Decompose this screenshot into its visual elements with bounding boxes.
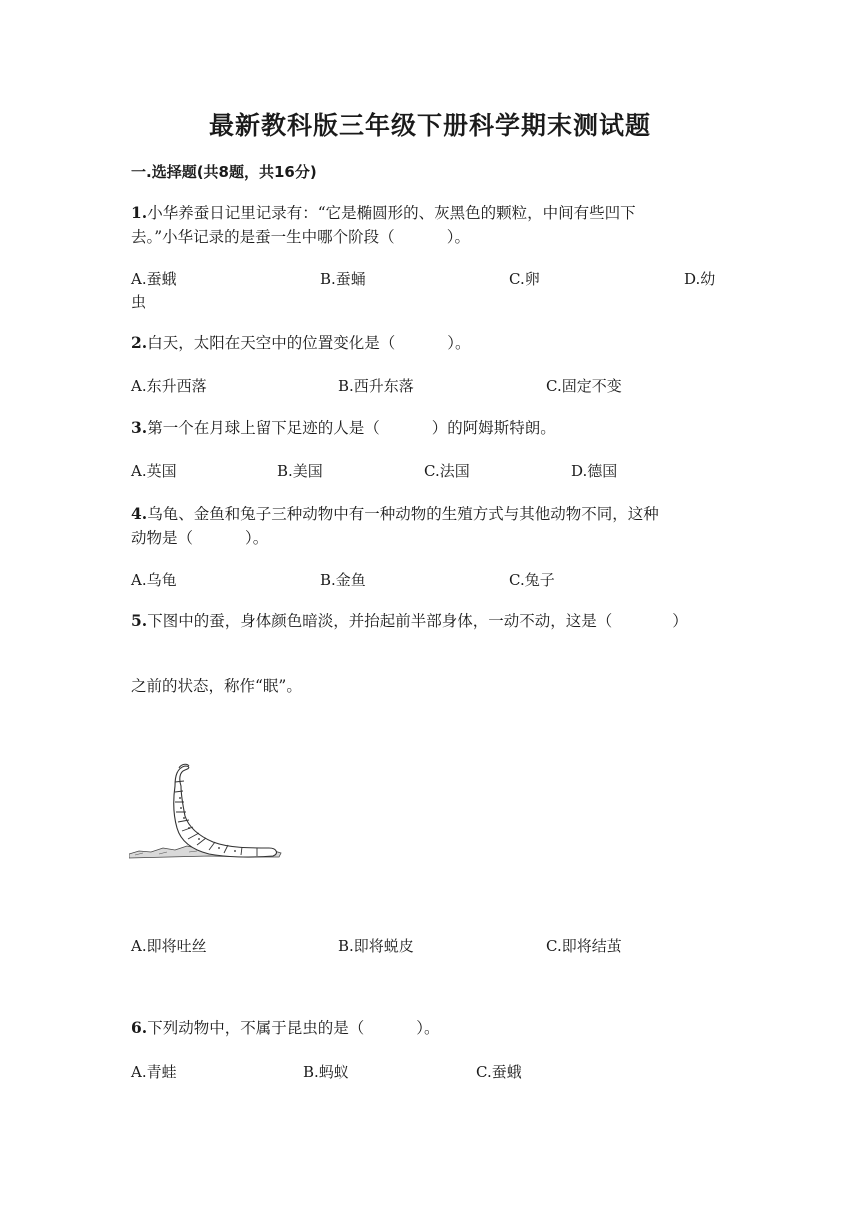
question-number: 2. (131, 333, 148, 352)
question-text: ）。 (446, 228, 470, 246)
page-title: 最新教科版三年级下册科学期末测试题 (208, 111, 651, 140)
question-text: ）。 (245, 529, 269, 547)
option: D.德国 (571, 462, 618, 480)
question-number: 3. (131, 418, 148, 437)
question-text: ）。 (416, 1019, 440, 1037)
question-text: 乌龟、金鱼和兔子三种动物中有一种动物的生殖方式与其他动物不同，这种 (147, 505, 659, 523)
silkworm-image (129, 762, 283, 862)
question-1 (131, 201, 636, 249)
question-text: 下图中的蚕，身体颜色暗淡，并抬起前半部身体，一动不动，这是（ (147, 612, 613, 630)
option: C.即将结茧 (546, 937, 622, 955)
option: A.英国 (131, 462, 177, 480)
question-text: 白天，太阳在天空中的位置变化是（ (147, 334, 396, 352)
option: B.美国 (277, 462, 323, 480)
option-wrap: 虫 (131, 293, 147, 311)
question-number: 1. (131, 203, 148, 222)
option: B.金鱼 (320, 571, 366, 589)
question-text: 小华养蚕日记里记录有：“它是椭圆形的、灰黑色的颗粒，中间有些凹下 (147, 204, 636, 222)
option: C.卵 (509, 270, 540, 288)
option: B.即将蜕皮 (338, 937, 414, 955)
option: C.蚕蛾 (476, 1063, 522, 1081)
option: C.法国 (424, 462, 470, 480)
question-text: ）。 (447, 334, 471, 352)
option: B.西升东落 (338, 377, 414, 395)
option: A.乌龟 (131, 571, 177, 589)
question-text: ）的阿姆斯特朗。 (431, 419, 556, 437)
question-5-continued: 之前的状态，称作“眠”。 (131, 677, 302, 695)
section-heading: 一.选择题(共8题，共16分) (131, 163, 317, 181)
option: C.兔子 (509, 571, 555, 589)
question-text: 第一个在月球上留下足迹的人是（ (147, 419, 380, 437)
question-text: 动物是（ (131, 529, 194, 547)
question-2 (131, 331, 470, 355)
option: D.幼 (684, 270, 716, 288)
question-5 (131, 609, 688, 633)
option: B.蚕蛹 (320, 270, 366, 288)
question-text: 下列动物中，不属于昆虫的是（ (147, 1019, 365, 1037)
option: A.即将吐丝 (131, 937, 207, 955)
option: B.蚂蚁 (303, 1063, 349, 1081)
question-text: ） (672, 612, 688, 630)
option: A.蚕蛾 (131, 270, 177, 288)
option: A.东升西落 (131, 377, 207, 395)
question-3 (131, 416, 556, 440)
question-number: 5. (131, 611, 148, 630)
question-text: 去。”小华记录的是蚕一生中哪个阶段（ (131, 228, 395, 246)
question-number: 6. (131, 1018, 148, 1037)
question-number: 4. (131, 504, 148, 523)
question-4 (131, 502, 659, 550)
option: C.固定不变 (546, 377, 622, 395)
question-6 (131, 1016, 439, 1040)
option: A.青蛙 (131, 1063, 177, 1081)
